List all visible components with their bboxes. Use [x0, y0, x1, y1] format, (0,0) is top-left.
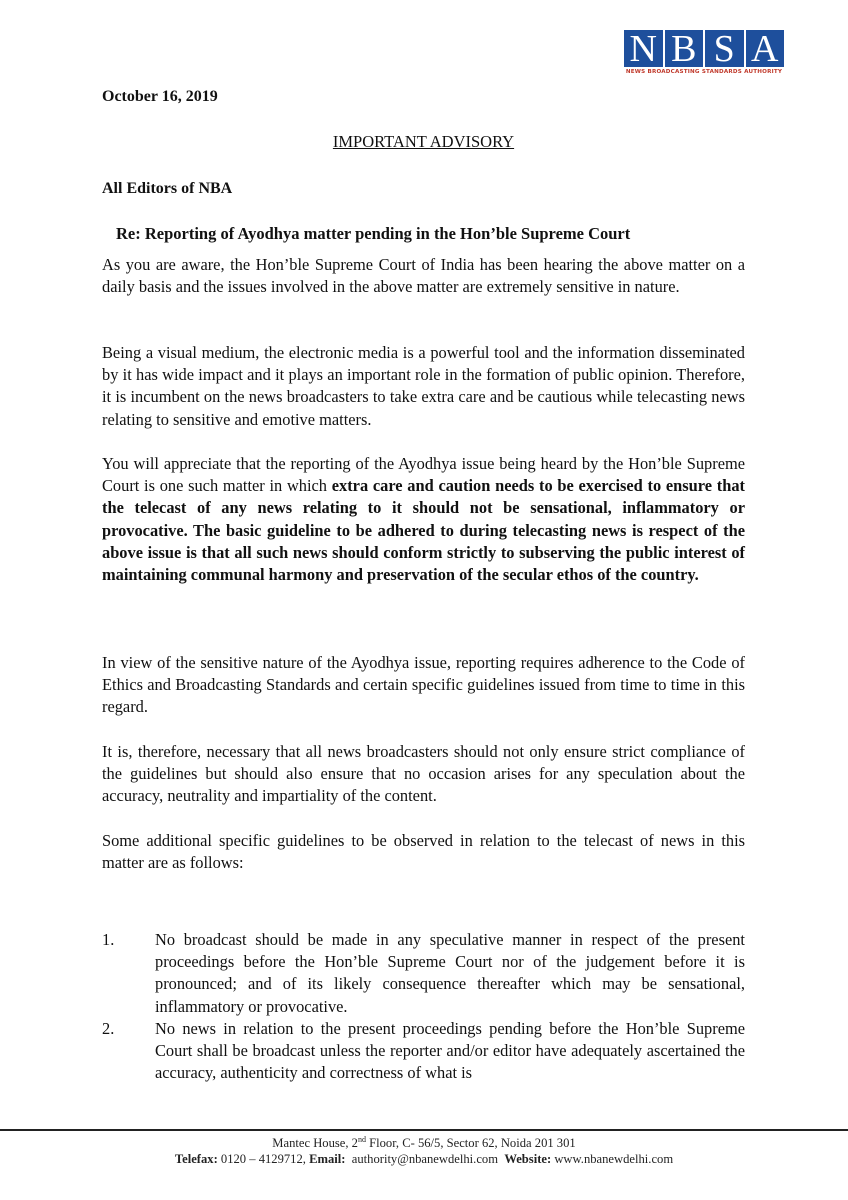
- paragraph-2: Being a visual medium, the electronic media is a powerful tool and the information disseminated by it has wide impact and it plays an important role in the formation of public opinion. Therefore, it is incumbent on the news broadcasters to take extra care and be cautious while telecasting news relating to sensitive and emotive matters.: [102, 343, 745, 429]
- paragraph-3-bold: extra care and caution needs to be exercised to ensure that the telecast of any news relating to it should not be sensational, inflammatory or provocative. The basic guideline to be adhered to during telecasting news is respect of the above issue is that all such news should conform strictly to subserving the public interest of maintaining communal harmony and preservation of the secular ethos of the country.: [102, 476, 745, 585]
- guideline-item: [102, 929, 745, 1018]
- telefax-value: 0120 – 4129712,: [217, 1152, 310, 1166]
- logo-letter-s: S: [705, 30, 744, 67]
- logo-letter-n: N: [624, 30, 663, 67]
- website-label: Website:: [504, 1152, 552, 1166]
- address-sup: nd: [357, 1134, 366, 1144]
- paragraph-5: It is, therefore, necessary that all news broadcasters should not only ensure strict compliance of the guidelines but should also ensure that no occasion arises for any speculation about the accuracy, neutrality and impartiality of the content.: [102, 742, 745, 806]
- footer-address: [0, 1135, 848, 1151]
- advisory-heading: IMPORTANT ADVISORY: [332, 132, 515, 151]
- logo-subtitle: NEWS BROADCASTING STANDARDS AUTHORITY: [625, 69, 783, 75]
- telefax-label: Telefax:: [174, 1152, 218, 1166]
- address-text-rest: Floor, C- 56/5, Sector 62, Noida 201 301: [365, 1136, 576, 1150]
- guideline-number: 1.: [102, 930, 115, 949]
- guideline-text: No news in relation to the present proceedings pending before the Hon’ble Supreme Court shall be broadcast unless the reporter and/or editor have adequately ascertained the accuracy, authenticity and correctness of what is: [155, 1018, 745, 1083]
- letter-date: October 16, 2019: [102, 88, 218, 105]
- nbsa-logo: [624, 30, 784, 75]
- paragraph-3: [102, 453, 745, 586]
- paragraph-1: As you are aware, the Hon’ble Supreme Court of India has been hearing the above matter on a daily basis and the issues involved in the above matter are extremely sensitive in nature.: [102, 255, 745, 297]
- footer-divider: [0, 1129, 848, 1131]
- logo-letters: [624, 28, 784, 70]
- logo-letter-b: B: [665, 30, 704, 67]
- email-link[interactable]: authority@nbanewdelhi.com: [345, 1152, 505, 1166]
- guideline-number: 2.: [102, 1018, 115, 1038]
- address-text: Mantec House, 2: [272, 1136, 358, 1150]
- guidelines-list: [102, 929, 745, 1084]
- paragraph-3-plain: You will appreciate that the reporting of the Ayodhya issue being heard by the Hon’ble Supreme Court is one such matter in which: [102, 454, 745, 496]
- guideline-item: [102, 1018, 745, 1085]
- addressee: All Editors of NBA: [102, 180, 233, 197]
- subject-line: Re: Reporting of Ayodhya matter pending in the Hon’ble Supreme Court: [116, 224, 631, 243]
- email-label: Email:: [309, 1152, 346, 1166]
- paragraph-6: Some additional specific guidelines to be observed in relation to the telecast of news in this matter are as follows:: [102, 831, 745, 873]
- website-link[interactable]: www.nbanewdelhi.com: [551, 1152, 674, 1166]
- footer: [0, 1135, 848, 1167]
- logo-letter-a: A: [746, 30, 785, 67]
- guideline-text: No broadcast should be made in any speculative manner in respect of the present proceedings before the Hon’ble Supreme Court nor of the judgement before it is pronounced; and of its likely consequence thereafter which may be sensational, inflammatory or provocative.: [155, 930, 745, 1016]
- footer-contact: [0, 1151, 848, 1167]
- paragraph-4: In view of the sensitive nature of the Ayodhya issue, reporting requires adherence to the Code of Ethics and Broadcasting Standards and certain specific guidelines issued from time to time in this regard.: [102, 653, 745, 717]
